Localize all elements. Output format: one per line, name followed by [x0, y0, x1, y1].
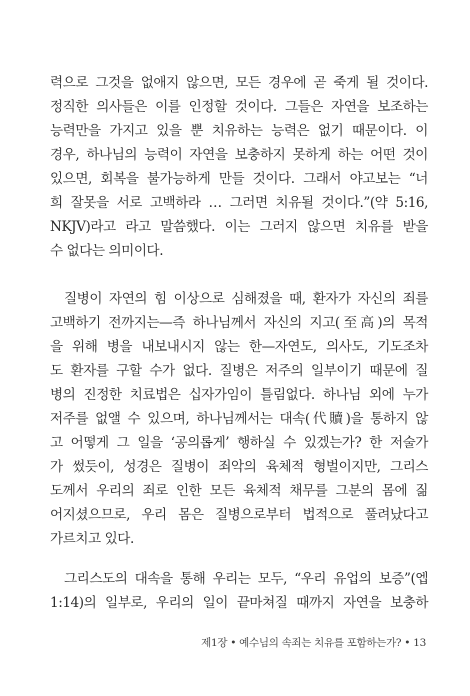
paragraph-line: NKJV)라고 라고 말씀했다. 이는 그러지 않으면 치유를 받을 — [50, 219, 428, 235]
paragraph-line: 력으로 그것을 없애지 않으면, 모든 경우에 곧 죽게 될 것이다. — [50, 75, 428, 91]
paragraph-line: 가 썼듯이, 성경은 질병이 죄악의 육체적 형벌이지만, 그리스 — [50, 459, 428, 475]
paragraph-line: 그리스도의 대속을 통해 우리는 모두, “우리 유업의 보증”(엡 — [64, 571, 428, 587]
paragraph-line: 있으면, 회복을 불가능하게 만들 것이다. 그래서 야고보는 “너 — [50, 171, 428, 187]
paragraph-line: 질병이 자연의 힘 이상으로 심해졌을 때, 환자가 자신의 죄를 — [64, 291, 428, 307]
paragraph-line: 을 위해 병을 내보내시지 않는 한—자연도, 의사도, 기도조차 — [50, 339, 428, 355]
page-footer: 제1장 • 예수님의 속죄는 치유를 포함하는가? • 13 — [201, 637, 426, 649]
paragraph-line: 병의 진정한 치료법은 십자가임이 틀림없다. 하나님 외에 누가 — [50, 387, 428, 403]
paragraph-line: 1:14)의 일부로, 우리의 일이 끝마쳐질 때까지 자연을 보충하 — [50, 595, 428, 611]
paragraph-line: 가르치고 있다. — [50, 531, 134, 547]
paragraph-line: 경우, 하나님의 능력이 자연을 보충하지 못하게 하는 어떤 것이 — [50, 147, 428, 163]
paragraph-line: 저주를 없앨 수 있으며, 하나님께서는 대속(代贖)을 통하지 않 — [50, 411, 428, 427]
paragraph-line: 정직한 의사들은 이를 인정할 것이다. 그들은 자연을 보조하는 — [50, 99, 428, 115]
paragraph-line: 희 잘못을 서로 고백하라 … 그러면 치유될 것이다.”(약 5:16, — [50, 195, 428, 211]
paragraph-line: 고백하기 전까지는—즉 하나님께서 자신의 지고(至高)의 목적 — [50, 315, 428, 331]
paragraph-line: 어지셨으므로, 우리 몸은 질병으로부터 법적으로 풀려났다고 — [50, 507, 428, 523]
paragraph-line: 수 없다는 의미이다. — [50, 243, 164, 259]
paragraph-line: 능력만을 가지고 있을 뿐 치유하는 능력은 없기 때문이다. 이 — [50, 123, 428, 139]
paragraph-line: 도께서 우리의 죄로 인한 모든 육체적 채무를 그분의 몸에 짊 — [50, 483, 428, 499]
paragraph-line: 도 환자를 구할 수가 없다. 질병은 저주의 일부이기 때문에 질 — [50, 363, 428, 379]
paragraph-line: 고 어떻게 그 일을 ‘공의롭게’ 행하실 수 있겠는가? 한 저술가 — [50, 435, 428, 451]
